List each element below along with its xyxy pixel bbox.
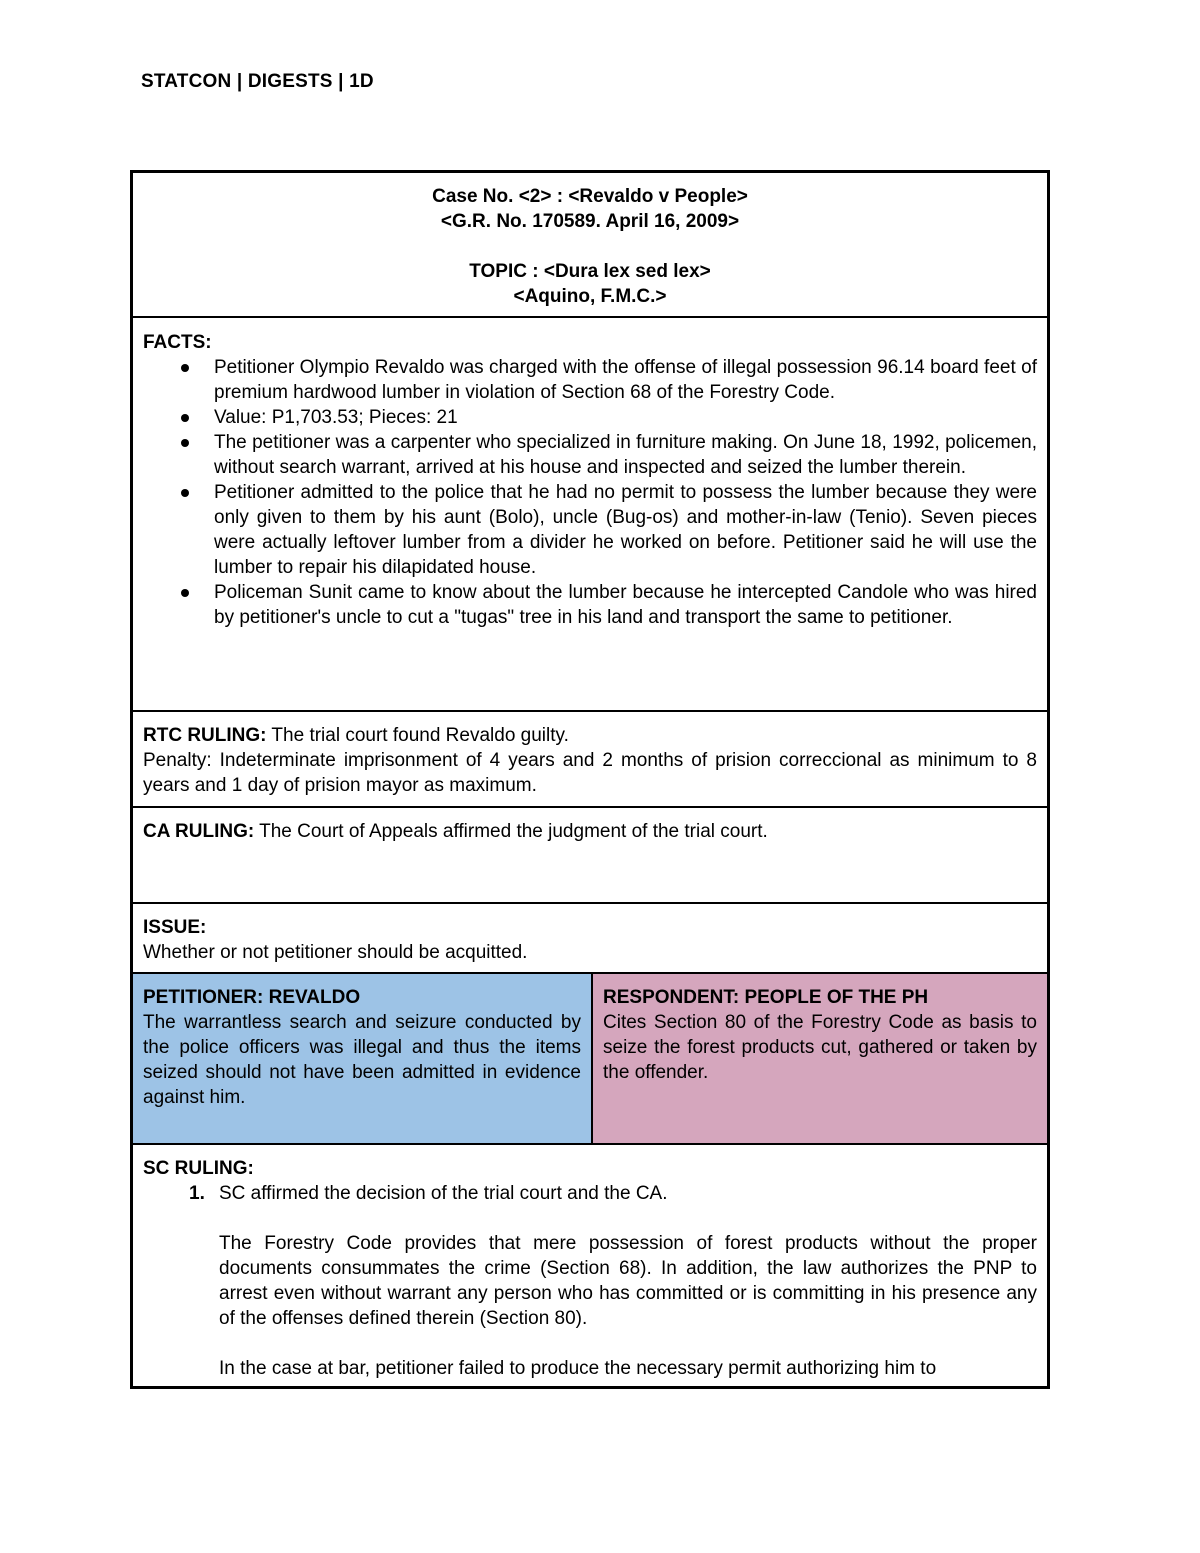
- respondent-label: RESPONDENT: PEOPLE OF THE PH: [603, 987, 929, 1008]
- respondent-cell: [593, 974, 1047, 1143]
- case-number-title: Case No. <2> : <Revaldo v People>: [432, 186, 748, 207]
- rtc-penalty: Penalty: Indeterminate imprisonment of 4 years and 2 months of prision correccional as minimum to 8 years and 1 day of prision mayor as maximum.: [143, 750, 1037, 796]
- sc-ruling-item: [143, 1181, 1037, 1206]
- sc-item-number: 1.: [189, 1183, 205, 1204]
- sc-item-text: SC affirmed the decision of the trial court and the CA.: [219, 1183, 668, 1204]
- case-topic: TOPIC : <Dura lex sed lex>: [469, 261, 711, 282]
- petitioner-argument: The warrantless search and seizure conducted by the police officers was illegal and thus the items seized should not have been admitted in evidence against him.: [143, 1012, 581, 1108]
- facts-list: [143, 355, 1037, 630]
- rtc-ruling-section: [133, 712, 1047, 808]
- case-title-block: [133, 173, 1047, 318]
- rtc-ruling-text: The trial court found Revaldo guilty.: [266, 725, 569, 746]
- fact-item: The petitioner was a carpenter who specialized in furniture making. On June 18, 1992, policemen, without search warrant, arrived at his house and inspected and seized the lumber therein.: [143, 430, 1037, 480]
- case-gr-number: <G.R. No. 170589. April 16, 2009>: [440, 211, 740, 232]
- sc-paragraph: The Forestry Code provides that mere possession of forest products without the proper documents consummates the crime (Section 68). In addition, the law authorizes the PNP to arrest even without warrant any person who has committed or is committing in his presence any of the offenses defined therein (Section 80).: [219, 1233, 1037, 1329]
- facts-label: FACTS:: [143, 332, 212, 353]
- issue-text: Whether or not petitioner should be acquitted.: [143, 942, 528, 963]
- ca-ruling-label: CA RULING:: [143, 821, 255, 842]
- page-header: STATCON | DIGESTS | 1D: [141, 71, 374, 92]
- ca-ruling-section: [133, 808, 1047, 904]
- ca-ruling-text: The Court of Appeals affirmed the judgment of the trial court.: [254, 821, 768, 842]
- fact-item: Petitioner Olympio Revaldo was charged with the offense of illegal possession 96.14 board feet of premium hardwood lumber in violation of Section 68 of the Forestry Code.: [143, 355, 1037, 405]
- sc-paragraph: In the case at bar, petitioner failed to produce the necessary permit authorizing him to: [219, 1358, 937, 1379]
- issue-label: ISSUE:: [143, 917, 207, 938]
- facts-section: [133, 318, 1047, 712]
- petitioner-label: PETITIONER: REVALDO: [143, 987, 361, 1008]
- fact-item: Policeman Sunit came to know about the lumber because he intercepted Candole who was hired by petitioner's uncle to cut a "tugas" tree in his land and transport the same to petitioner.: [143, 580, 1037, 630]
- case-author: <Aquino, F.M.C.>: [513, 286, 667, 307]
- sc-ruling-section: [133, 1145, 1047, 1386]
- sc-ruling-label: SC RULING:: [143, 1158, 254, 1179]
- petitioner-cell: [133, 974, 593, 1143]
- rtc-ruling-label: RTC RULING:: [143, 725, 267, 746]
- case-digest-table: [130, 170, 1050, 1389]
- parties-section: [133, 974, 1047, 1145]
- fact-item: Petitioner admitted to the police that he had no permit to possess the lumber because they were only given to them by his aunt (Bolo), uncle (Bug-os) and mother-in-law (Tenio). Seven pieces were actually leftover lumber from a divider he worked on before. Petitioner said he will use the lumber to repair his dilapidated house.: [143, 480, 1037, 580]
- respondent-argument: Cites Section 80 of the Forestry Code as basis to seize the forest products cut, gathered or taken by the offender.: [603, 1012, 1037, 1083]
- fact-item: Value: P1,703.53; Pieces: 21: [143, 405, 1037, 430]
- issue-section: [133, 904, 1047, 974]
